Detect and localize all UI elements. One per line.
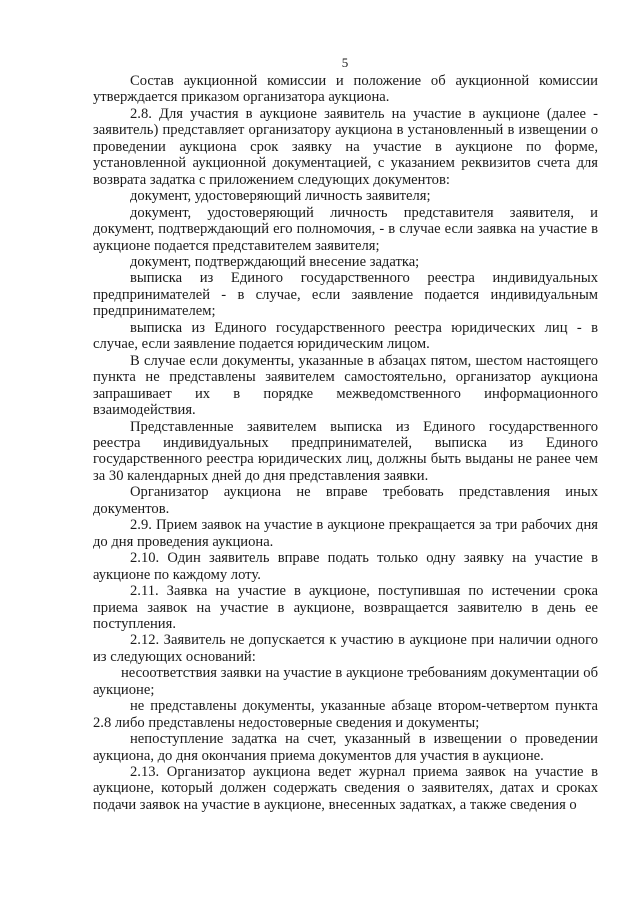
paragraph: 2.9. Прием заявок на участие в аукционе прекращается за три рабочих дня до дня проведения аукциона.	[93, 517, 598, 550]
paragraph: документ, удостоверяющий личность заявителя;	[130, 188, 431, 205]
page-number: 5	[341, 55, 349, 70]
paragraph: несоответствия заявки на участие в аукционе требованиям документации об аукционе;	[93, 665, 598, 698]
paragraph: 2.12. Заявитель не допускается к участию в аукционе при наличии одного из следующих оснований:	[93, 632, 598, 665]
paragraph: 2.13. Организатор аукциона ведет журнал приема заявок на участие в аукционе, который должен содержать сведения о заявителях, датах и сроках подачи заявок на участие в аукционе, внесенных задатках, а также сведения о	[93, 764, 598, 813]
paragraph: 2.8. Для участия в аукционе заявитель на участие в аукционе (далее - заявитель) представляет организатору аукциона в установленный в извещении о проведении аукциона срок заявку на участие в аукционе по форме, установленной аукционной документацией, с указанием реквизитов счета для возврата задатка с приложением следующих документов:	[93, 105, 598, 188]
document-body	[93, 73, 598, 813]
paragraph: Состав аукционной комиссии и положение об аукционной комиссии утверждается приказом организатора аукциона.	[93, 73, 598, 106]
paragraph: 2.11. Заявка на участие в аукционе, поступившая по истечении срока приема заявок на участие в аукционе, возвращается заявителю в день ее поступления.	[93, 583, 598, 632]
paragraph: выписка из Единого государственного реестра индивидуальных предпринимателей - в случае, если заявление подается индивидуальным предпринимателем;	[93, 270, 598, 320]
paragraph: документ, удостоверяющий личность представителя заявителя, и документ, подтверждающий его полномочия, - в случае если заявка на участие в аукционе подается представителем заявителя;	[93, 204, 598, 254]
paragraph: Представленные заявителем выписка из Единого государственного реестра индивидуальных предпринимателей, выписка из Единого государственного реестра юридических лиц, должны быть выданы не ранее чем за 30 календарных дней до дня представления заявки.	[93, 418, 598, 484]
paragraph: В случае если документы, указанные в абзацах пятом, шестом настоящего пункта не представлены заявителем самостоятельно, организатор аукциона запрашивает их в порядке межведомственного информационного взаимодействия.	[93, 352, 598, 419]
paragraph: непоступление задатка на счет, указанный в извещении о проведении аукциона, до дня окончания приема документов для участия в аукционе.	[93, 731, 598, 764]
paragraph: 2.10. Один заявитель вправе подать только одну заявку на участие в аукционе по каждому лоту.	[93, 550, 598, 583]
paragraph: документ, подтверждающий внесение задатка;	[130, 253, 420, 270]
paragraph: Организатор аукциона не вправе требовать представления иных документов.	[93, 484, 598, 517]
paragraph: выписка из Единого государственного реестра юридических лиц - в случае, если заявление подается юридическим лицом.	[93, 319, 598, 353]
paragraph: не представлены документы, указанные абзаце втором-четвертом пункта 2.8 либо представлены недостоверные сведения и документы;	[93, 698, 598, 731]
